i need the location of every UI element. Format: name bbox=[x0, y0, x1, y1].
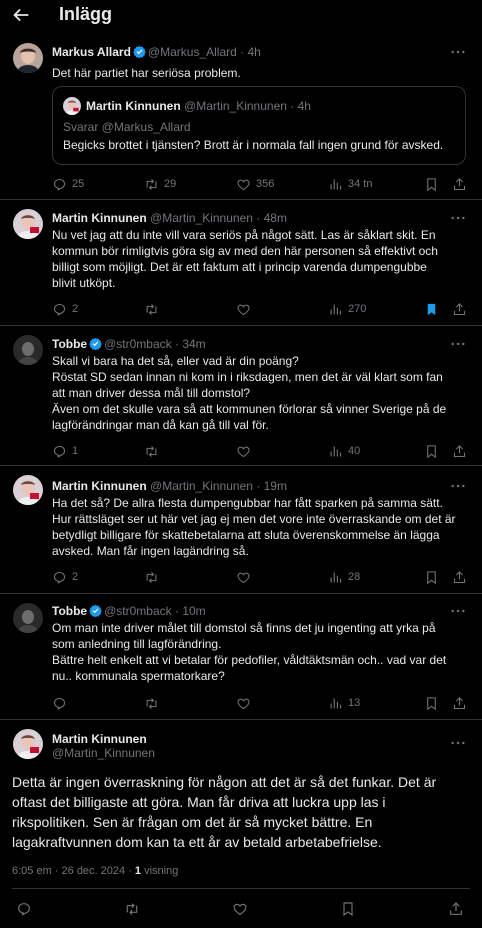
author-name[interactable]: Martin Kinnunen bbox=[52, 479, 147, 493]
views-icon bbox=[328, 177, 343, 192]
more-icon[interactable] bbox=[450, 605, 466, 617]
share-button[interactable] bbox=[452, 569, 467, 585]
post-text: Skall vi bara ha det så, eller vad är din poäng? Röstat SD sedan innan ni kom in i riksdagen, men det är väl klart som fan att man driver dessa mål till domstol? Även om det skulle vara så att kommunen förlorar så vinner Sverige på de lagförändringar man då kan gå till val för. bbox=[52, 354, 447, 432]
post-tobbe-2[interactable]: Tobbe @str0mback · 10m Om man inte driver målet till domstol så finns det ju ingenting att yrka på som anledning till lagförändring. Bättre helt enkelt att vi betalar för pedofiler, våldtäktsmän och.. vad var det nu.. kommunala spermatorkare? 13 bbox=[0, 594, 482, 720]
more-icon[interactable] bbox=[450, 338, 466, 350]
bookmark-button[interactable] bbox=[424, 569, 439, 585]
more-icon[interactable] bbox=[450, 46, 466, 58]
repost-button[interactable] bbox=[144, 569, 159, 585]
repost-icon bbox=[144, 177, 159, 192]
page-title: Inlägg bbox=[59, 4, 112, 24]
like-button[interactable] bbox=[236, 301, 251, 317]
post-markus[interactable]: Markus Allard @Markus_Allard · 4h Det här partiet har seriösa problem. Martin Kinnunen @Martin_Kinnunen · 4h Svarar @Markus_Allard Begicks brottet i tjänsten? Brott är i normala fall ingen grund för avsked. 25 29 356 34 tn bbox=[0, 34, 482, 200]
share-icon[interactable] bbox=[448, 901, 464, 917]
views-button[interactable]: 28 bbox=[328, 569, 360, 585]
like-button[interactable] bbox=[236, 569, 251, 585]
bookmark-icon bbox=[424, 696, 439, 711]
quoted-post[interactable]: Martin Kinnunen @Martin_Kinnunen · 4h Svarar @Markus_Allard Begicks brottet i tjänsten? Brott är i normala fall ingen grund för avsked. bbox=[52, 86, 466, 165]
author-handle[interactable]: @str0mback bbox=[104, 604, 172, 618]
repost-icon[interactable] bbox=[124, 901, 140, 917]
share-button[interactable] bbox=[452, 176, 467, 192]
author-name[interactable]: Tobbe bbox=[52, 337, 88, 351]
post-timestamp: 6:05 em · 26 dec. 2024 · 1 visning bbox=[12, 865, 179, 877]
author-handle[interactable]: @Markus_Allard bbox=[147, 45, 237, 59]
verified-icon bbox=[89, 604, 102, 617]
share-button[interactable] bbox=[452, 443, 467, 459]
author-handle[interactable]: @str0mback bbox=[104, 337, 172, 351]
post-text: Ha det så? De allra flesta dumpengubbar har fått sparken på samma sätt. Hur rättsläget ser ut här vet jag ej men det vore inte överraskande om det är betydligt billigare för skattebetalarna att sluta överenskommelse än lägga avsked. Man får ingen lagändring så. bbox=[52, 496, 456, 558]
avatar[interactable] bbox=[13, 475, 43, 505]
post-time[interactable]: 48m bbox=[263, 211, 287, 225]
like-icon bbox=[236, 444, 251, 459]
post-tobbe-1[interactable]: Tobbe @str0mback · 34m Skall vi bara ha det så, eller vad är din poäng? Röstat SD sedan innan ni kom in i riksdagen, men det är väl klart som fan att man driver dessa mål till domstol? Även om det skulle vara så att kommunen förlorar så vinner Sverige på de lagförändringar man då kan gå till val för. 1 40 bbox=[0, 326, 482, 466]
post-text: Det här partiet har seriösa problem. bbox=[52, 66, 241, 80]
avatar[interactable] bbox=[13, 729, 43, 759]
author-name[interactable]: Martin Kinnunen bbox=[52, 211, 147, 225]
bookmark-button[interactable] bbox=[424, 443, 439, 459]
reply-icon bbox=[52, 302, 67, 317]
reply-icon bbox=[52, 177, 67, 192]
views-icon bbox=[328, 444, 343, 459]
views-icon bbox=[328, 570, 343, 585]
reply-button[interactable]: 1 bbox=[52, 443, 78, 459]
post-time[interactable]: 19m bbox=[263, 479, 287, 493]
post-time[interactable]: 34m bbox=[182, 337, 206, 351]
verified-icon bbox=[133, 45, 146, 58]
views-button[interactable]: 13 bbox=[328, 695, 360, 711]
post-text: Nu vet jag att du inte vill vara seriös på något sätt. Las är såklart skit. En kommun bör rimligtvis göra sig av med den här personen så effektivt och billigt som möjligt. Det är ett faktum att i princip varenda dumpengubbe blivit utköpt. bbox=[52, 228, 438, 290]
repost-button[interactable] bbox=[144, 695, 159, 711]
repost-icon bbox=[144, 302, 159, 317]
post-actions bbox=[52, 176, 472, 192]
main-post-text: Detta är ingen överraskning för någon att det är så det funkar. Det är oftast det billigaste att göra. Man får driva att luckra upp las i rikspolitiken. Sen är frågan om det är så mycket bättre. En lagakraftvunnen dom kan ta ett år av betald arbetabefrielse. bbox=[12, 774, 437, 850]
author-handle[interactable]: @Martin_Kinnunen bbox=[150, 479, 253, 493]
reply-button[interactable]: 2 bbox=[52, 569, 78, 585]
like-button[interactable] bbox=[236, 695, 251, 711]
bookmark-icon[interactable] bbox=[340, 901, 356, 917]
avatar[interactable] bbox=[13, 43, 43, 73]
reply-icon[interactable] bbox=[16, 901, 32, 917]
more-icon[interactable] bbox=[450, 480, 466, 492]
views-icon bbox=[328, 696, 343, 711]
post-actions bbox=[52, 443, 472, 459]
like-button[interactable]: 356 bbox=[236, 176, 274, 192]
main-post-actions bbox=[0, 898, 482, 920]
avatar[interactable] bbox=[13, 603, 43, 633]
reply-icon bbox=[52, 444, 67, 459]
divider bbox=[12, 888, 470, 889]
share-icon bbox=[452, 302, 467, 317]
like-icon bbox=[236, 696, 251, 711]
quote-author-handle: @Martin_Kinnunen bbox=[184, 99, 287, 113]
like-icon[interactable] bbox=[232, 901, 248, 917]
post-martin-1[interactable]: Martin Kinnunen @Martin_Kinnunen · 48m Nu vet jag att du inte vill vara seriös på något sätt. Las är såklart skit. En kommun bör rimligtvis göra sig av med den här personen så effektivt och billigt som möjligt. Det är ett faktum att i princip varenda dumpengubbe blivit utköpt. 2 270 bbox=[0, 200, 482, 326]
reply-icon bbox=[52, 570, 67, 585]
avatar[interactable] bbox=[13, 209, 43, 239]
more-icon[interactable] bbox=[450, 737, 466, 749]
author-handle[interactable]: @Martin_Kinnunen bbox=[52, 746, 155, 760]
share-icon bbox=[452, 696, 467, 711]
repost-icon bbox=[144, 444, 159, 459]
quote-time: 4h bbox=[297, 99, 311, 113]
post-time[interactable]: 4h bbox=[247, 45, 261, 59]
repost-icon bbox=[144, 696, 159, 711]
more-icon[interactable] bbox=[450, 212, 466, 224]
repost-button[interactable] bbox=[144, 443, 159, 459]
quote-text: Begicks brottet i tjänsten? Brott är i normala fall ingen grund för avsked. bbox=[63, 138, 444, 152]
author-name[interactable]: Martin Kinnunen bbox=[52, 732, 147, 746]
quote-reply-to: Svarar @Markus_Allard bbox=[63, 120, 191, 134]
bookmark-button[interactable] bbox=[424, 301, 439, 317]
repost-button[interactable]: 29 bbox=[144, 176, 176, 192]
bookmark-icon bbox=[424, 570, 439, 585]
post-text: Om man inte driver målet till domstol så finns det ju ingenting att yrka på som anledning till lagförändring. Bättre helt enkelt att vi betalar för pedofiler, våldtäktsmän och.. vad var det nu.. kommunala spermatorkare? bbox=[52, 621, 447, 683]
like-icon bbox=[236, 177, 251, 192]
post-time[interactable]: 10m bbox=[182, 604, 206, 618]
share-icon bbox=[452, 444, 467, 459]
views-icon bbox=[328, 302, 343, 317]
share-icon bbox=[452, 177, 467, 192]
author-handle[interactable]: @Martin_Kinnunen bbox=[150, 211, 253, 225]
avatar[interactable] bbox=[13, 335, 43, 365]
back-arrow-icon[interactable] bbox=[10, 4, 32, 26]
like-button[interactable] bbox=[236, 443, 251, 459]
like-icon bbox=[236, 302, 251, 317]
verified-icon bbox=[89, 337, 102, 350]
top-bar bbox=[0, 0, 482, 30]
reply-button[interactable] bbox=[52, 695, 67, 711]
bookmark-icon bbox=[424, 177, 439, 192]
avatar bbox=[63, 97, 81, 115]
author-name[interactable]: Markus Allard bbox=[52, 45, 131, 59]
reply-button[interactable]: 25 bbox=[52, 176, 84, 192]
post-actions bbox=[52, 569, 472, 585]
reply-button[interactable]: 2 bbox=[52, 301, 78, 317]
post-actions bbox=[52, 301, 472, 317]
repost-icon bbox=[144, 570, 159, 585]
views-button[interactable]: 34 tn bbox=[328, 176, 372, 192]
views-button[interactable]: 270 bbox=[328, 301, 366, 317]
bookmark-button[interactable] bbox=[424, 695, 439, 711]
post-actions bbox=[52, 695, 472, 711]
repost-button[interactable] bbox=[144, 301, 159, 317]
bookmark-icon bbox=[424, 302, 439, 317]
like-icon bbox=[236, 570, 251, 585]
share-button[interactable] bbox=[452, 695, 467, 711]
bookmark-button[interactable] bbox=[424, 176, 439, 192]
author-name[interactable]: Tobbe bbox=[52, 604, 88, 618]
bookmark-icon bbox=[424, 444, 439, 459]
share-icon bbox=[452, 570, 467, 585]
reply-icon bbox=[52, 696, 67, 711]
share-button[interactable] bbox=[452, 301, 467, 317]
views-button[interactable]: 40 bbox=[328, 443, 360, 459]
quote-author-name: Martin Kinnunen bbox=[86, 99, 181, 113]
post-martin-2[interactable]: Martin Kinnunen @Martin_Kinnunen · 19m Ha det så? De allra flesta dumpengubbar har fått sparken på samma sätt. Hur rättsläget ser ut här vet jag ej men det vore inte överraskande om det är betydligt billigare för skattebetalarna att sluta överenskommelse än lägga avsked. Man får ingen lagändring så. 2 28 bbox=[0, 466, 482, 594]
